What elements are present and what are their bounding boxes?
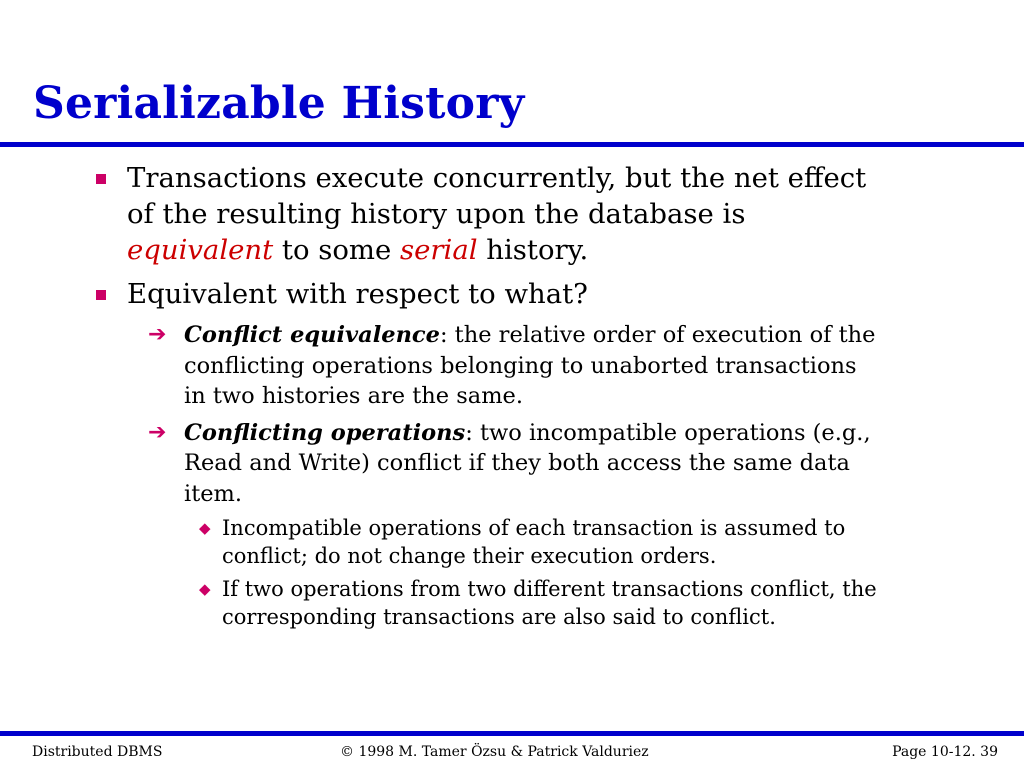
footer-course: Distributed DBMS [32,744,163,760]
diamond-bullet-icon: ◆ [199,580,211,598]
sub-sub-bullet-item [0,576,886,631]
sub-bullet-text: : two incompatible operations (e.g., Read and Write) conflict if they both access the same data item. [184,419,871,507]
arrow-right-icon: ➔ [148,419,167,445]
bullet-item [0,276,887,312]
square-bullet-icon [96,290,106,300]
sub-sub-bullet-text: If two operations from two different transactions conflict, the corresponding transactions are also said to conflict. [222,577,877,629]
title-divider [0,142,1024,147]
bullet-text: Equivalent with respect to what? [127,278,588,310]
sub-bullet-item [0,418,884,510]
slide-content [0,160,1024,637]
bullet-item [0,160,887,268]
sub-bullet-text: : the relative order of execution of the conflicting operations belonging to unaborted transactions in two histories are the same. [184,322,876,409]
bullet-text-end: history. [477,234,589,266]
arrow-right-icon: ➔ [148,322,167,347]
footer-page-number: Page 10-12. 39 [892,744,998,760]
footer-copyright: © 1998 M. Tamer Özsu & Patrick Valduriez [340,744,649,760]
square-bullet-icon [96,174,106,184]
term-conflict-equivalence: Conflict equivalence [184,322,440,348]
bullet-text: Transactions execute concurrently, but the net effect of the resulting history upon the database is [127,162,867,230]
term-conflicting-operations: Conflicting operations [184,419,466,446]
footer-divider [0,731,1024,736]
slide-title: Serializable History [33,78,525,129]
bullet-text-middle: to some [273,234,401,266]
sub-sub-bullet-item [0,515,886,570]
emphasis-serial: serial [400,234,478,266]
sub-sub-bullet-text: Incompatible operations of each transaction is assumed to conflict; do not change their execution orders. [222,516,846,568]
diamond-bullet-icon: ◆ [199,519,211,537]
emphasis-equivalent: equivalent [127,234,274,266]
sub-bullet-item [0,320,884,412]
